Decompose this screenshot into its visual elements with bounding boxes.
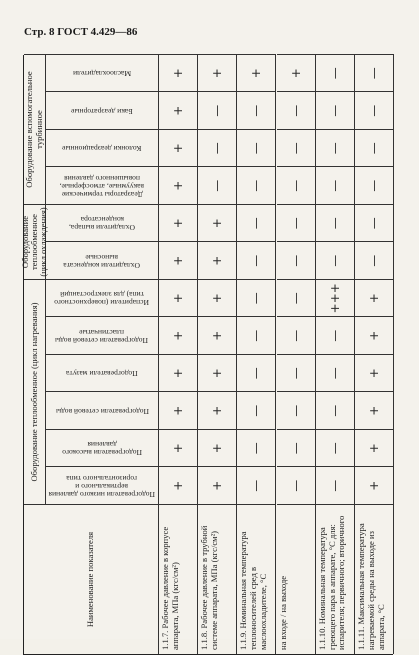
- cell-mark: —: [327, 179, 342, 192]
- column-header-text: Подогреватели сетевой воды пластинчатые: [55, 327, 149, 345]
- table-cell: [159, 354, 198, 392]
- table-cell: [159, 204, 198, 242]
- cell-mark: —: [288, 179, 303, 192]
- table-row-label: 1.1.7. Рабочее давление в корпусе аппарата, МПа (кгс/см²): [159, 504, 198, 654]
- cell-mark: —: [366, 254, 381, 267]
- cell-mark: +: [366, 368, 381, 379]
- column-header-text: Баки деаэраторные: [71, 106, 133, 116]
- table-cell: [316, 204, 355, 242]
- table-cell: [237, 354, 276, 392]
- table-cell: [316, 354, 355, 392]
- cell-mark: —: [288, 217, 303, 230]
- table-cell: [159, 167, 198, 205]
- table-cell: [277, 242, 316, 280]
- table-cell: [277, 354, 316, 392]
- table-cell: [355, 467, 394, 505]
- cell-mark: —: [249, 142, 264, 155]
- table-cell: [277, 317, 316, 355]
- group-header: Оборудование теплообменное (цикл охлаждения): [24, 204, 46, 279]
- table-cell: [237, 54, 276, 92]
- cell-mark: —: [327, 367, 342, 380]
- cell-mark: —: [366, 217, 381, 230]
- table-cell: [355, 429, 394, 467]
- data-table: [19, 55, 393, 655]
- cell-mark: +: [210, 218, 225, 229]
- cell-mark: —: [249, 367, 264, 380]
- table-cell: [355, 317, 394, 355]
- column-header: [46, 167, 159, 205]
- cell-mark: —: [366, 142, 381, 155]
- cell-mark: +: [210, 330, 225, 341]
- cell-mark: —: [288, 292, 303, 305]
- cell-mark: —: [210, 179, 225, 192]
- cell-mark: +: [366, 480, 381, 491]
- cell-mark: +: [366, 330, 381, 341]
- cell-mark: —: [288, 479, 303, 492]
- table-cell: [198, 242, 237, 280]
- column-header: [46, 279, 159, 317]
- column-header: [46, 129, 159, 167]
- table-row-label: на входе / на выходе: [277, 504, 316, 654]
- table-cell: [277, 54, 316, 92]
- column-header: [46, 354, 159, 392]
- cell-mark: —: [327, 254, 342, 267]
- cell-mark: +: [210, 255, 225, 266]
- page-header: Стр. 8 ГОСТ 4.429—86: [24, 26, 138, 38]
- cell-mark: +: [210, 293, 225, 304]
- cell-mark: —: [288, 442, 303, 455]
- table-cell: [159, 392, 198, 430]
- table-cell: [355, 392, 394, 430]
- table-row-label: 1.1.11. Максимальная температура нагреваемой среды на выходе из аппарата, °С: [355, 504, 394, 654]
- column-header-text: Подогреватели мазута: [66, 369, 138, 379]
- table-cell: [277, 429, 316, 467]
- cell-mark: —: [327, 67, 342, 80]
- column-header: [46, 204, 159, 242]
- table-cell: [277, 204, 316, 242]
- table-cell: [198, 429, 237, 467]
- table-cell: [198, 467, 237, 505]
- cell-mark: +: [366, 293, 381, 304]
- cell-mark: +: [171, 368, 186, 379]
- cell-mark: —: [327, 479, 342, 492]
- table-cell: [277, 392, 316, 430]
- cell-mark: —: [327, 142, 342, 155]
- cell-mark: —: [288, 404, 303, 417]
- column-header-text: Маслоохладители: [72, 69, 132, 79]
- table-region: [19, 55, 393, 655]
- table-cell: [198, 204, 237, 242]
- cell-mark: +: [210, 368, 225, 379]
- table-cell: [159, 92, 198, 130]
- table-cell: [316, 429, 355, 467]
- table-cell: [316, 317, 355, 355]
- table-cell: [198, 279, 237, 317]
- table-cell: [355, 354, 394, 392]
- group-header: Оборудование вспомогательное турбинное: [24, 54, 46, 204]
- table-cell: [198, 54, 237, 92]
- table-cell: [316, 167, 355, 205]
- column-header-text: Охладители выпара, конденсатора: [69, 215, 135, 233]
- cell-mark: —: [249, 404, 264, 417]
- table-cell: [198, 392, 237, 430]
- table-cell: [237, 467, 276, 505]
- cell-mark: —: [288, 329, 303, 342]
- cell-mark: +++: [327, 283, 342, 314]
- table-row-label: 1.1.8. Рабочее давление в трубной системе аппарата, МПа (кгс/см²): [198, 504, 237, 654]
- cell-mark: +: [171, 68, 186, 79]
- cell-mark: —: [327, 442, 342, 455]
- table-cell: [316, 467, 355, 505]
- table-cell: [316, 242, 355, 280]
- table-cell: [355, 204, 394, 242]
- table-cell: [159, 54, 198, 92]
- cell-mark: —: [288, 254, 303, 267]
- cell-mark: —: [210, 142, 225, 155]
- column-header-text: Испарители (поверхностного типа) для электростанций: [54, 290, 150, 308]
- column-header: [46, 54, 159, 92]
- cell-mark: —: [249, 179, 264, 192]
- cell-mark: +: [171, 443, 186, 454]
- table-cell: [316, 392, 355, 430]
- cell-mark: —: [249, 292, 264, 305]
- column-header-text: Колонки деаэрационные: [62, 144, 142, 154]
- table-cell: [277, 279, 316, 317]
- cell-mark: —: [327, 104, 342, 117]
- cell-mark: +: [171, 293, 186, 304]
- cell-mark: —: [288, 104, 303, 117]
- column-header: [46, 392, 159, 430]
- cell-mark: +: [171, 330, 186, 341]
- table-cell: [316, 279, 355, 317]
- table-row-label: 1.1.9. Номинальная температура теплоносителей сред в маслоохладителе, °С: [237, 504, 276, 654]
- column-header: [46, 242, 159, 280]
- table-cell: [277, 92, 316, 130]
- table-cell: [237, 317, 276, 355]
- table-cell: [355, 279, 394, 317]
- table-cell: [159, 467, 198, 505]
- cell-mark: —: [249, 442, 264, 455]
- column-header-text: Подогреватели сетевой воды: [55, 406, 149, 416]
- table-cell: [277, 167, 316, 205]
- cell-mark: —: [288, 142, 303, 155]
- table-cell: [316, 54, 355, 92]
- table-cell: [237, 92, 276, 130]
- cell-mark: —: [366, 67, 381, 80]
- table-cell: [237, 167, 276, 205]
- cell-mark: —: [288, 367, 303, 380]
- table-cell: [159, 317, 198, 355]
- table-cell: [355, 167, 394, 205]
- table-cell: [159, 429, 198, 467]
- cell-mark: —: [249, 104, 264, 117]
- cell-mark: —: [327, 217, 342, 230]
- column-header: [46, 429, 159, 467]
- column-header-text: Подогреватели низкого давления вертикального и горизонтального типа: [48, 473, 156, 499]
- cell-mark: +: [171, 405, 186, 416]
- table-cell: [237, 429, 276, 467]
- cell-mark: —: [366, 104, 381, 117]
- cell-mark: +: [171, 143, 186, 154]
- table-cell: [237, 129, 276, 167]
- table-cell: [159, 279, 198, 317]
- table-cell: [355, 92, 394, 130]
- table-cell: [198, 317, 237, 355]
- column-header: [46, 467, 159, 505]
- cell-mark: —: [327, 404, 342, 417]
- cell-mark: —: [366, 179, 381, 192]
- table-cell: [198, 92, 237, 130]
- table-row-label: 1.1.10. Номинальная температура греющего пара в аппарате, °С для: испарителя; первичного; вторичного: [316, 504, 355, 654]
- rotated-table: [19, 55, 393, 655]
- column-header: [46, 92, 159, 130]
- table-cell: [198, 167, 237, 205]
- table-cell: [316, 92, 355, 130]
- cell-mark: +: [366, 405, 381, 416]
- table-cell: [355, 54, 394, 92]
- cell-mark: —: [249, 254, 264, 267]
- table-cell: [237, 242, 276, 280]
- cell-mark: +: [171, 480, 186, 491]
- group-header: Оборудование теплообменное (цикл нагревания): [24, 279, 46, 504]
- cell-mark: —: [249, 479, 264, 492]
- column-header-text: Охладители конденсата выносные: [63, 252, 141, 270]
- corner-header: Наименование показателя: [24, 504, 159, 654]
- cell-mark: —: [210, 104, 225, 117]
- cell-mark: +: [249, 68, 264, 79]
- table-cell: [355, 242, 394, 280]
- cell-mark: +: [210, 405, 225, 416]
- table-cell: [159, 242, 198, 280]
- table-cell: [198, 354, 237, 392]
- cell-mark: +: [210, 480, 225, 491]
- table-cell: [316, 129, 355, 167]
- cell-mark: +: [171, 105, 186, 116]
- cell-mark: +: [210, 443, 225, 454]
- cell-mark: +: [171, 218, 186, 229]
- column-header-text: Деаэраторы термические вакуумные, атмосферные, повышенного давления: [59, 173, 145, 199]
- cell-mark: +: [171, 255, 186, 266]
- table-cell: [198, 129, 237, 167]
- table-cell: [237, 204, 276, 242]
- table-cell: [159, 129, 198, 167]
- column-header-text: Подогреватели высокого давления: [62, 440, 142, 458]
- table-cell: [277, 467, 316, 505]
- cell-mark: —: [249, 329, 264, 342]
- table-cell: [237, 279, 276, 317]
- column-header: [46, 317, 159, 355]
- table-cell: [277, 129, 316, 167]
- cell-mark: +: [171, 180, 186, 191]
- cell-mark: +: [366, 443, 381, 454]
- cell-mark: —: [249, 217, 264, 230]
- cell-mark: +: [210, 68, 225, 79]
- table-cell: [237, 392, 276, 430]
- cell-mark: +: [288, 68, 303, 79]
- table-cell: [355, 129, 394, 167]
- cell-mark: —: [327, 329, 342, 342]
